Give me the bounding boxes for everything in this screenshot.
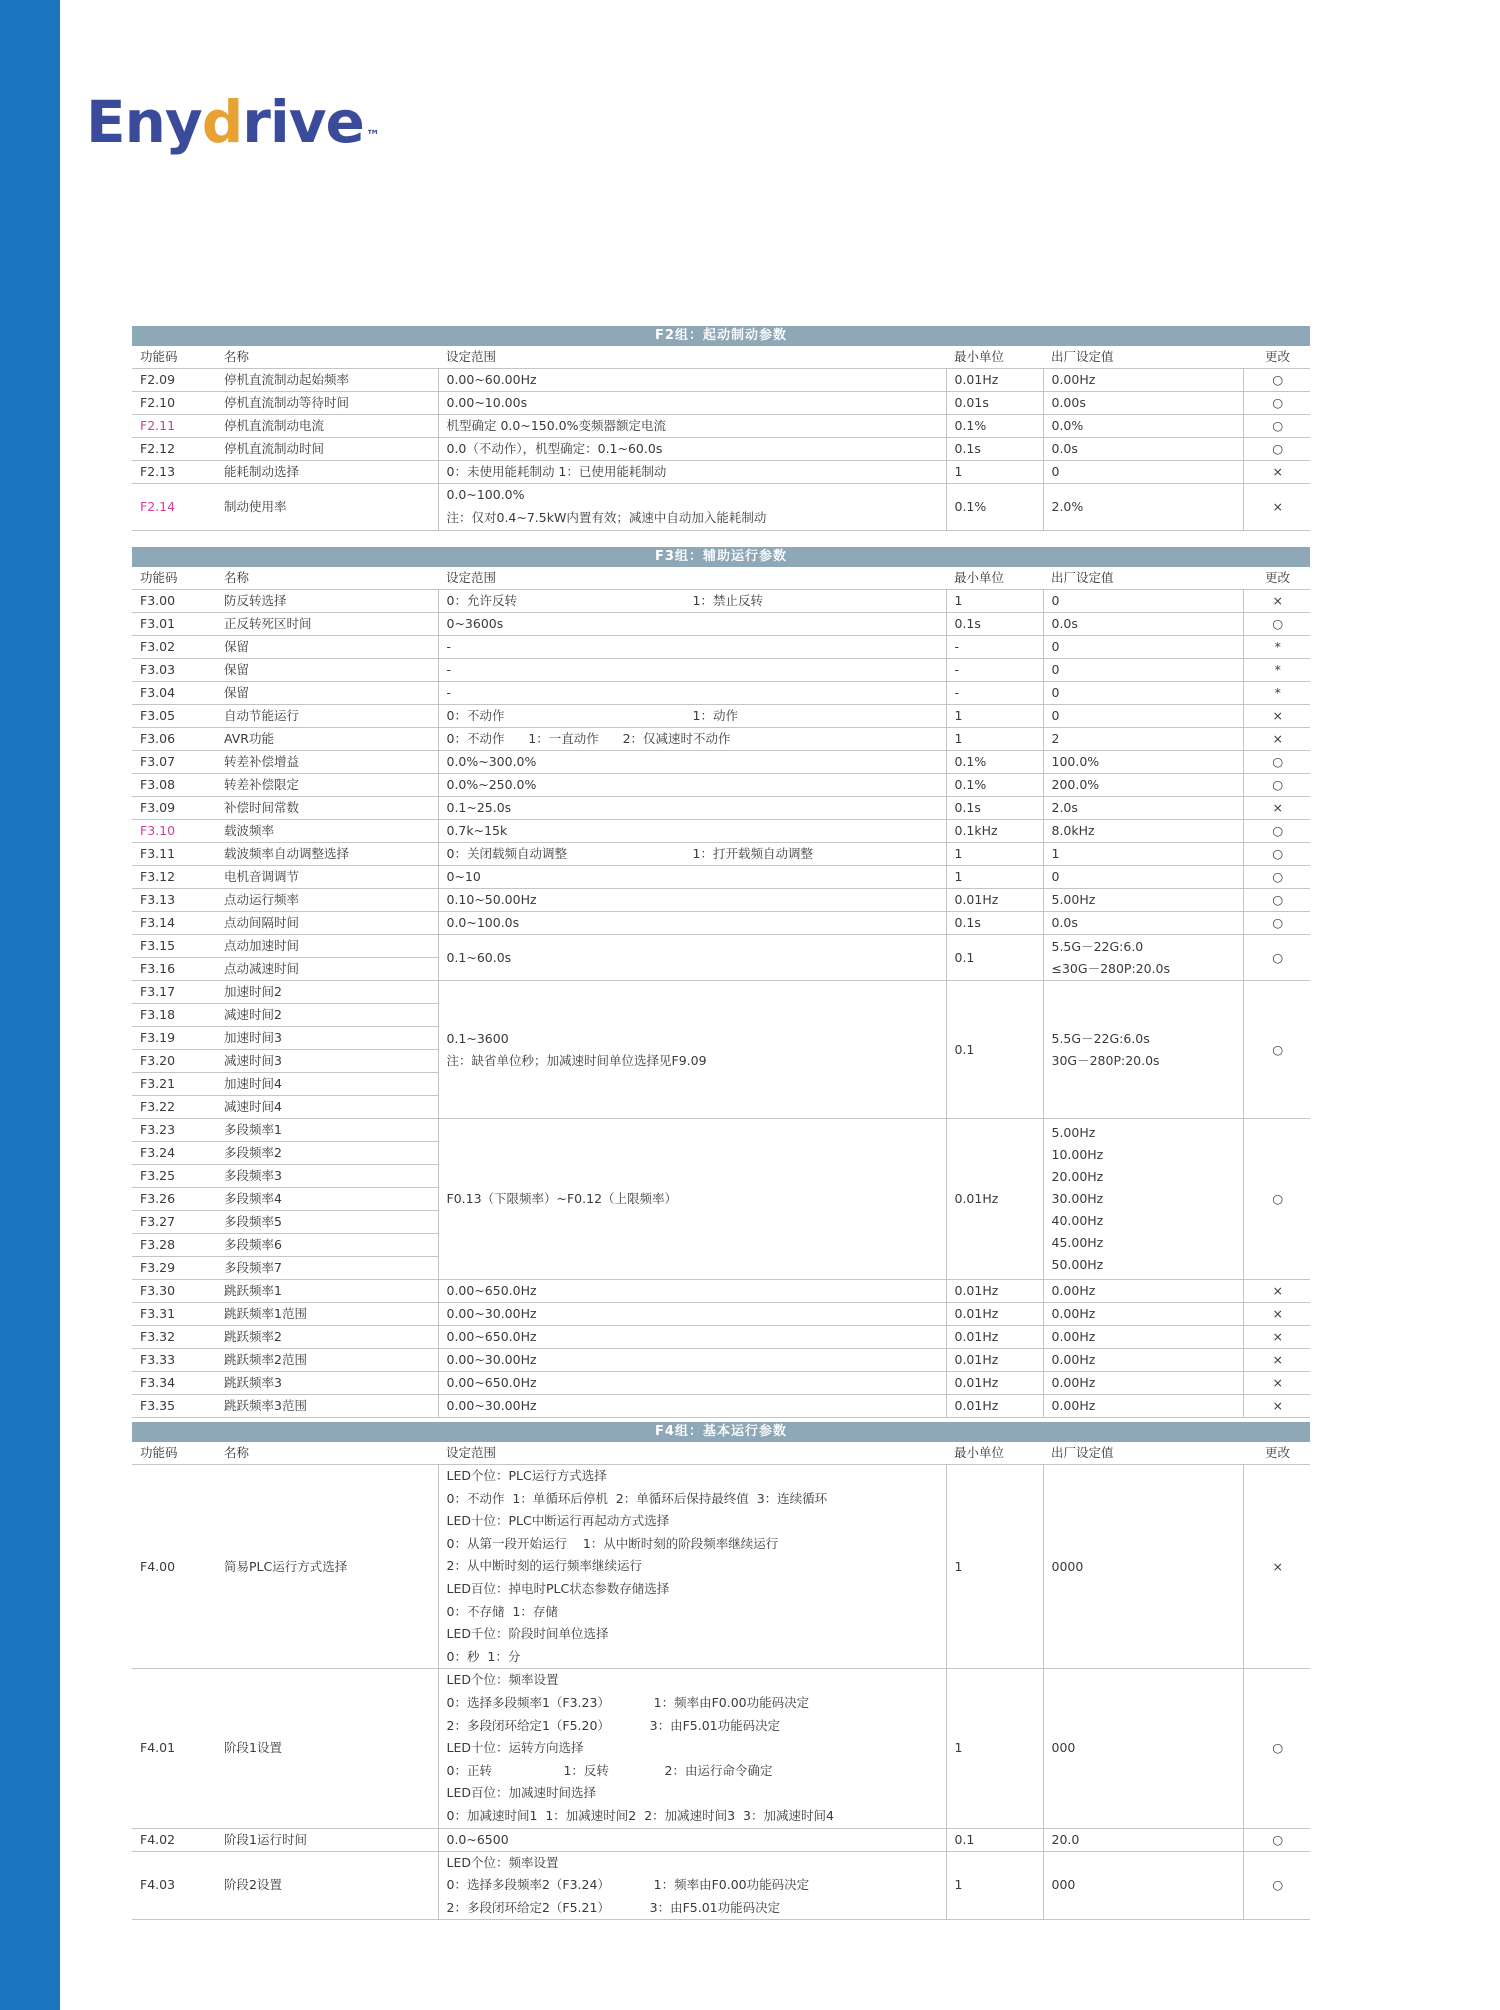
table-row bbox=[132, 1465, 1310, 1669]
param-range: 0.0%~250.0% bbox=[438, 774, 946, 797]
param-unit: 0.1% bbox=[946, 774, 1043, 797]
param-name: 电机音调调节 bbox=[216, 866, 438, 889]
param-change: ○ bbox=[1243, 820, 1310, 843]
param-change: × bbox=[1243, 1326, 1310, 1349]
param-change: ○ bbox=[1243, 392, 1310, 415]
param-unit: 0.1% bbox=[946, 484, 1043, 531]
param-name: 停机直流制动电流 bbox=[216, 415, 438, 438]
param-name: AVR功能 bbox=[216, 728, 438, 751]
param-code: F3.10 bbox=[132, 820, 216, 843]
param-code: F4.02 bbox=[132, 1828, 216, 1851]
table-row bbox=[132, 438, 1310, 461]
param-code: F3.35 bbox=[132, 1395, 216, 1418]
param-name: 多段频率6 bbox=[216, 1234, 438, 1257]
param-name: 保留 bbox=[216, 659, 438, 682]
param-name: 跳跃频率2 bbox=[216, 1326, 438, 1349]
param-code: F2.11 bbox=[132, 415, 216, 438]
param-default: 5.00Hz 10.00Hz 20.00Hz 30.00Hz 40.00Hz 45.00Hz 50.00Hz bbox=[1043, 1119, 1243, 1280]
param-code: F3.29 bbox=[132, 1257, 216, 1280]
param-code: F3.23 bbox=[132, 1119, 216, 1142]
param-default: 0.00Hz bbox=[1043, 1280, 1243, 1303]
param-code: F3.28 bbox=[132, 1234, 216, 1257]
param-name: 多段频率5 bbox=[216, 1211, 438, 1234]
table-row bbox=[132, 1303, 1310, 1326]
col-code-header: 功能码 bbox=[132, 1442, 216, 1465]
table-row bbox=[132, 659, 1310, 682]
param-range: 0.00~650.0Hz bbox=[438, 1372, 946, 1395]
param-unit: 1 bbox=[946, 1851, 1043, 1920]
param-default: 0.00s bbox=[1043, 392, 1243, 415]
param-default: 2.0s bbox=[1043, 797, 1243, 820]
table-row bbox=[132, 1326, 1310, 1349]
param-name: 载波频率自动调整选择 bbox=[216, 843, 438, 866]
table-row bbox=[132, 484, 1310, 531]
param-default: 0.00Hz bbox=[1043, 369, 1243, 392]
param-code: F3.25 bbox=[132, 1165, 216, 1188]
param-code: F3.04 bbox=[132, 682, 216, 705]
param-range: 0：不动作 1：动作 bbox=[438, 705, 946, 728]
param-code: F3.01 bbox=[132, 613, 216, 636]
param-change: ○ bbox=[1243, 866, 1310, 889]
param-code: F3.05 bbox=[132, 705, 216, 728]
param-name: 多段频率4 bbox=[216, 1188, 438, 1211]
param-default: 0.00Hz bbox=[1043, 1326, 1243, 1349]
param-default: 5.5G－22G:6.0 ≤30G－280P:20.0s bbox=[1043, 935, 1243, 981]
param-code: F3.11 bbox=[132, 843, 216, 866]
param-name: 跳跃频率1范围 bbox=[216, 1303, 438, 1326]
param-code: F3.33 bbox=[132, 1349, 216, 1372]
param-name: 停机直流制动起始频率 bbox=[216, 369, 438, 392]
param-change: * bbox=[1243, 659, 1310, 682]
param-change: ○ bbox=[1243, 1119, 1310, 1280]
param-range: - bbox=[438, 659, 946, 682]
param-code: F3.19 bbox=[132, 1027, 216, 1050]
param-unit: 0.01Hz bbox=[946, 1303, 1043, 1326]
param-unit: 0.1s bbox=[946, 797, 1043, 820]
param-name: 点动减速时间 bbox=[216, 958, 438, 981]
param-name: 补偿时间常数 bbox=[216, 797, 438, 820]
param-name: 点动间隔时间 bbox=[216, 912, 438, 935]
param-default: 0.00Hz bbox=[1043, 1395, 1243, 1418]
param-change: × bbox=[1243, 484, 1310, 531]
table-row bbox=[132, 613, 1310, 636]
param-unit: 0.01Hz bbox=[946, 1395, 1043, 1418]
col-change-header: 更改 bbox=[1243, 567, 1310, 590]
param-unit: 0.1s bbox=[946, 613, 1043, 636]
param-code: F3.03 bbox=[132, 659, 216, 682]
param-change: ○ bbox=[1243, 774, 1310, 797]
param-range: 0.00~30.00Hz bbox=[438, 1349, 946, 1372]
param-code: F3.31 bbox=[132, 1303, 216, 1326]
col-change-header: 更改 bbox=[1243, 1442, 1310, 1465]
param-default: 0 bbox=[1043, 866, 1243, 889]
param-default: 0.0s bbox=[1043, 912, 1243, 935]
param-name: 跳跃频率1 bbox=[216, 1280, 438, 1303]
param-code: F3.16 bbox=[132, 958, 216, 981]
col-range-header: 设定范围 bbox=[438, 346, 946, 369]
param-change: ○ bbox=[1243, 935, 1310, 981]
param-default: 0 bbox=[1043, 461, 1243, 484]
param-code: F2.14 bbox=[132, 484, 216, 531]
table-row bbox=[132, 415, 1310, 438]
table-row bbox=[132, 392, 1310, 415]
param-unit: 0.1% bbox=[946, 415, 1043, 438]
table-row bbox=[132, 461, 1310, 484]
param-range: LED个位：频率设置 0：选择多段频率1（F3.23） 1：频率由F0.00功能码决定 2：多段闭环给定1（F5.20） 3：由F5.01功能码决定 LED十位：运转方向选择 0：正转 1：反转 2：由运行命令确定 LED百位：加减速时间选择 0：加减速时间1 1：加减速时间2 2：加减速时间3 3：加减速时间4 bbox=[438, 1669, 946, 1828]
param-unit: 0.1kHz bbox=[946, 820, 1043, 843]
col-range-header: 设定范围 bbox=[438, 1442, 946, 1465]
param-name: 多段频率7 bbox=[216, 1257, 438, 1280]
param-code: F3.34 bbox=[132, 1372, 216, 1395]
param-change: × bbox=[1243, 1349, 1310, 1372]
table-row bbox=[132, 1349, 1310, 1372]
param-code: F3.02 bbox=[132, 636, 216, 659]
param-default: 5.00Hz bbox=[1043, 889, 1243, 912]
param-change: * bbox=[1243, 682, 1310, 705]
param-name: 保留 bbox=[216, 682, 438, 705]
table-row bbox=[132, 1119, 1310, 1142]
param-change: × bbox=[1243, 705, 1310, 728]
param-change: ○ bbox=[1243, 438, 1310, 461]
param-range: 0：允许反转 1：禁止反转 bbox=[438, 590, 946, 613]
param-name: 阶段2设置 bbox=[216, 1851, 438, 1920]
param-name: 多段频率3 bbox=[216, 1165, 438, 1188]
param-name: 多段频率2 bbox=[216, 1142, 438, 1165]
param-default: 200.0% bbox=[1043, 774, 1243, 797]
param-default: 0.0s bbox=[1043, 613, 1243, 636]
param-range: 0.0（不动作），机型确定：0.1~60.0s bbox=[438, 438, 946, 461]
param-code: F3.32 bbox=[132, 1326, 216, 1349]
param-code: F4.00 bbox=[132, 1465, 216, 1669]
param-code: F3.17 bbox=[132, 981, 216, 1004]
param-name: 加速时间4 bbox=[216, 1073, 438, 1096]
table-row bbox=[132, 636, 1310, 659]
param-change: ○ bbox=[1243, 369, 1310, 392]
param-unit: 0.01Hz bbox=[946, 1326, 1043, 1349]
param-default: 0.00Hz bbox=[1043, 1349, 1243, 1372]
table-row bbox=[132, 705, 1310, 728]
param-code: F3.24 bbox=[132, 1142, 216, 1165]
param-code: F3.06 bbox=[132, 728, 216, 751]
param-unit: 0.1 bbox=[946, 1828, 1043, 1851]
param-unit: 0.01Hz bbox=[946, 369, 1043, 392]
param-name: 点动运行频率 bbox=[216, 889, 438, 912]
param-change: × bbox=[1243, 1280, 1310, 1303]
param-range: 0：未使用能耗制动 1：已使用能耗制动 bbox=[438, 461, 946, 484]
table-row bbox=[132, 912, 1310, 935]
param-unit: 1 bbox=[946, 843, 1043, 866]
param-name: 防反转选择 bbox=[216, 590, 438, 613]
param-unit: 0.1 bbox=[946, 935, 1043, 981]
param-default: 8.0kHz bbox=[1043, 820, 1243, 843]
param-change: × bbox=[1243, 590, 1310, 613]
param-unit: - bbox=[946, 636, 1043, 659]
table-row bbox=[132, 981, 1310, 1004]
f3-table bbox=[132, 567, 1310, 1418]
param-range: 0.7k~15k bbox=[438, 820, 946, 843]
param-unit: 0.1s bbox=[946, 438, 1043, 461]
param-name: 加速时间3 bbox=[216, 1027, 438, 1050]
col-default-header: 出厂设定值 bbox=[1043, 346, 1243, 369]
table-row bbox=[132, 935, 1310, 958]
param-name: 点动加速时间 bbox=[216, 935, 438, 958]
param-name: 多段频率1 bbox=[216, 1119, 438, 1142]
param-code: F3.27 bbox=[132, 1211, 216, 1234]
param-range: 0.00~650.0Hz bbox=[438, 1280, 946, 1303]
param-range: 0.00~650.0Hz bbox=[438, 1326, 946, 1349]
param-unit: 0.01Hz bbox=[946, 1349, 1043, 1372]
param-code: F3.30 bbox=[132, 1280, 216, 1303]
table-row bbox=[132, 1395, 1310, 1418]
f4-section-title: F4组：基本运行参数 bbox=[132, 1422, 1310, 1442]
param-change: × bbox=[1243, 1303, 1310, 1326]
param-default: 0.0% bbox=[1043, 415, 1243, 438]
param-default: 0.00Hz bbox=[1043, 1372, 1243, 1395]
param-name: 跳跃频率3 bbox=[216, 1372, 438, 1395]
col-unit-header: 最小单位 bbox=[946, 1442, 1043, 1465]
param-change: ○ bbox=[1243, 613, 1310, 636]
param-name: 载波频率 bbox=[216, 820, 438, 843]
table-row bbox=[132, 369, 1310, 392]
param-change: × bbox=[1243, 1465, 1310, 1669]
f3-section-title: F3组：辅助运行参数 bbox=[132, 547, 1310, 567]
col-unit-header: 最小单位 bbox=[946, 346, 1043, 369]
table-row bbox=[132, 774, 1310, 797]
param-default: 100.0% bbox=[1043, 751, 1243, 774]
side-accent-bar bbox=[0, 0, 60, 2010]
param-range: - bbox=[438, 636, 946, 659]
param-range: 0.00~30.00Hz bbox=[438, 1395, 946, 1418]
param-name: 能耗制动选择 bbox=[216, 461, 438, 484]
param-default: 2 bbox=[1043, 728, 1243, 751]
param-range: 0.0~100.0% 注：仅对0.4~7.5kW内置有效；减速中自动加入能耗制动 bbox=[438, 484, 946, 531]
param-code: F3.08 bbox=[132, 774, 216, 797]
f4-table bbox=[132, 1442, 1310, 1920]
param-default: 1 bbox=[1043, 843, 1243, 866]
param-default: 000 bbox=[1043, 1669, 1243, 1828]
col-name-header: 名称 bbox=[216, 1442, 438, 1465]
param-change: × bbox=[1243, 461, 1310, 484]
param-name: 减速时间2 bbox=[216, 1004, 438, 1027]
param-unit: 0.1 bbox=[946, 981, 1043, 1119]
param-range: 0.10~50.00Hz bbox=[438, 889, 946, 912]
param-name: 停机直流制动等待时间 bbox=[216, 392, 438, 415]
param-unit: 1 bbox=[946, 590, 1043, 613]
param-unit: 1 bbox=[946, 866, 1043, 889]
param-unit: 1 bbox=[946, 461, 1043, 484]
table-row bbox=[132, 1372, 1310, 1395]
param-change: ○ bbox=[1243, 1828, 1310, 1851]
param-unit: 1 bbox=[946, 728, 1043, 751]
param-change: ○ bbox=[1243, 981, 1310, 1119]
table-header-row bbox=[132, 1442, 1310, 1465]
table-row bbox=[132, 728, 1310, 751]
param-code: F2.10 bbox=[132, 392, 216, 415]
table-row bbox=[132, 1851, 1310, 1920]
param-name: 跳跃频率2范围 bbox=[216, 1349, 438, 1372]
param-code: F3.14 bbox=[132, 912, 216, 935]
param-range: 0.1~25.0s bbox=[438, 797, 946, 820]
param-code: F2.12 bbox=[132, 438, 216, 461]
param-range: 机型确定 0.0~150.0%变频器额定电流 bbox=[438, 415, 946, 438]
param-name: 阶段1运行时间 bbox=[216, 1828, 438, 1851]
param-code: F3.18 bbox=[132, 1004, 216, 1027]
param-unit: 1 bbox=[946, 705, 1043, 728]
param-unit: 0.01Hz bbox=[946, 889, 1043, 912]
table-row bbox=[132, 1828, 1310, 1851]
param-default: 0.00Hz bbox=[1043, 1303, 1243, 1326]
param-name: 保留 bbox=[216, 636, 438, 659]
param-range: 0：关闭载频自动调整 1：打开载频自动调整 bbox=[438, 843, 946, 866]
param-change: ○ bbox=[1243, 1669, 1310, 1828]
param-range: 0.1~60.0s bbox=[438, 935, 946, 981]
param-change: ○ bbox=[1243, 889, 1310, 912]
param-range: 0.00~30.00Hz bbox=[438, 1303, 946, 1326]
param-range: 0.00~10.00s bbox=[438, 392, 946, 415]
param-code: F3.12 bbox=[132, 866, 216, 889]
param-name: 自动节能运行 bbox=[216, 705, 438, 728]
f4-section bbox=[132, 1422, 1310, 1920]
param-code: F3.09 bbox=[132, 797, 216, 820]
param-default: 0 bbox=[1043, 659, 1243, 682]
param-name: 停机直流制动时间 bbox=[216, 438, 438, 461]
col-change-header: 更改 bbox=[1243, 346, 1310, 369]
param-change: × bbox=[1243, 1372, 1310, 1395]
param-range: 0~10 bbox=[438, 866, 946, 889]
col-range-header: 设定范围 bbox=[438, 567, 946, 590]
param-name: 减速时间3 bbox=[216, 1050, 438, 1073]
param-unit: 1 bbox=[946, 1465, 1043, 1669]
param-name: 转差补偿增益 bbox=[216, 751, 438, 774]
param-range: 0.0%~300.0% bbox=[438, 751, 946, 774]
param-code: F2.09 bbox=[132, 369, 216, 392]
param-range: LED个位：PLC运行方式选择 0：不动作 1：单循环后停机 2：单循环后保持最终值 3：连续循环 LED十位：PLC中断运行再起动方式选择 0：从第一段开始运行 1：从中断时刻的阶段频率继续运行 2：从中断时刻的运行频率继续运行 LED百位：掉电时PLC状态参数存储选择 0：不存储 1：存储 LED千位：阶段时间单位选择 0：秒 1：分 bbox=[438, 1465, 946, 1669]
param-name: 转差补偿限定 bbox=[216, 774, 438, 797]
param-name: 正反转死区时间 bbox=[216, 613, 438, 636]
param-default: 0000 bbox=[1043, 1465, 1243, 1669]
param-unit: 0.01Hz bbox=[946, 1280, 1043, 1303]
col-name-header: 名称 bbox=[216, 567, 438, 590]
param-unit: - bbox=[946, 682, 1043, 705]
param-range: - bbox=[438, 682, 946, 705]
param-code: F3.26 bbox=[132, 1188, 216, 1211]
param-range: 0.1~3600 注：缺省单位秒；加减速时间单位选择见F9.09 bbox=[438, 981, 946, 1119]
param-code: F4.03 bbox=[132, 1851, 216, 1920]
col-code-header: 功能码 bbox=[132, 567, 216, 590]
param-default: 000 bbox=[1043, 1851, 1243, 1920]
param-change: ○ bbox=[1243, 415, 1310, 438]
param-name: 减速时间4 bbox=[216, 1096, 438, 1119]
table-row bbox=[132, 751, 1310, 774]
param-default: 5.5G－22G:6.0s 30G－280P:20.0s bbox=[1043, 981, 1243, 1119]
param-code: F3.20 bbox=[132, 1050, 216, 1073]
param-code: F3.22 bbox=[132, 1096, 216, 1119]
param-unit: 0.01Hz bbox=[946, 1119, 1043, 1280]
f2-section-title: F2组：起动制动参数 bbox=[132, 326, 1310, 346]
param-range: 0~3600s bbox=[438, 613, 946, 636]
param-range: 0.0~100.0s bbox=[438, 912, 946, 935]
param-code: F3.13 bbox=[132, 889, 216, 912]
col-default-header: 出厂设定值 bbox=[1043, 1442, 1243, 1465]
table-row bbox=[132, 889, 1310, 912]
param-default: 0 bbox=[1043, 682, 1243, 705]
param-change: × bbox=[1243, 728, 1310, 751]
param-change: × bbox=[1243, 797, 1310, 820]
col-unit-header: 最小单位 bbox=[946, 567, 1043, 590]
param-unit: - bbox=[946, 659, 1043, 682]
param-code: F2.13 bbox=[132, 461, 216, 484]
param-default: 2.0% bbox=[1043, 484, 1243, 531]
param-code: F3.07 bbox=[132, 751, 216, 774]
col-default-header: 出厂设定值 bbox=[1043, 567, 1243, 590]
table-row bbox=[132, 590, 1310, 613]
param-default: 20.0 bbox=[1043, 1828, 1243, 1851]
param-unit: 0.1% bbox=[946, 751, 1043, 774]
f2-section bbox=[132, 326, 1310, 531]
table-row bbox=[132, 1280, 1310, 1303]
f3-section bbox=[132, 547, 1310, 1418]
param-range: 0.00~60.00Hz bbox=[438, 369, 946, 392]
param-range: F0.13（下限频率）~F0.12（上限频率） bbox=[438, 1119, 946, 1280]
param-name: 加速时间2 bbox=[216, 981, 438, 1004]
table-row bbox=[132, 1669, 1310, 1828]
param-code: F4.01 bbox=[132, 1669, 216, 1828]
param-code: F3.00 bbox=[132, 590, 216, 613]
param-unit: 1 bbox=[946, 1669, 1043, 1828]
param-change: ○ bbox=[1243, 912, 1310, 935]
param-unit: 0.01s bbox=[946, 392, 1043, 415]
param-unit: 0.01Hz bbox=[946, 1372, 1043, 1395]
param-code: F3.21 bbox=[132, 1073, 216, 1096]
table-row bbox=[132, 843, 1310, 866]
param-name: 跳跃频率3范围 bbox=[216, 1395, 438, 1418]
param-unit: 0.1s bbox=[946, 912, 1043, 935]
param-range: 0：不动作 1：一直动作 2：仅减速时不动作 bbox=[438, 728, 946, 751]
param-default: 0 bbox=[1043, 636, 1243, 659]
param-range: LED个位：频率设置 0：选择多段频率2（F3.24） 1：频率由F0.00功能码决定 2：多段闭环给定2（F5.21） 3：由F5.01功能码决定 bbox=[438, 1851, 946, 1920]
param-name: 简易PLC运行方式选择 bbox=[216, 1465, 438, 1669]
param-name: 阶段1设置 bbox=[216, 1669, 438, 1828]
param-default: 0.0s bbox=[1043, 438, 1243, 461]
param-change: * bbox=[1243, 636, 1310, 659]
param-range: 0.0~6500 bbox=[438, 1828, 946, 1851]
table-row bbox=[132, 820, 1310, 843]
param-change: ○ bbox=[1243, 751, 1310, 774]
param-default: 0 bbox=[1043, 705, 1243, 728]
table-header-row bbox=[132, 346, 1310, 369]
param-name: 制动使用率 bbox=[216, 484, 438, 531]
param-change: ○ bbox=[1243, 1851, 1310, 1920]
param-code: F3.15 bbox=[132, 935, 216, 958]
param-default: 0 bbox=[1043, 590, 1243, 613]
table-row bbox=[132, 682, 1310, 705]
table-row bbox=[132, 797, 1310, 820]
table-header-row bbox=[132, 567, 1310, 590]
f2-table bbox=[132, 346, 1310, 531]
table-row bbox=[132, 866, 1310, 889]
param-change: ○ bbox=[1243, 843, 1310, 866]
param-change: × bbox=[1243, 1395, 1310, 1418]
col-name-header: 名称 bbox=[216, 346, 438, 369]
enydrive-logo: Enydrive ™ bbox=[86, 88, 379, 156]
col-code-header: 功能码 bbox=[132, 346, 216, 369]
